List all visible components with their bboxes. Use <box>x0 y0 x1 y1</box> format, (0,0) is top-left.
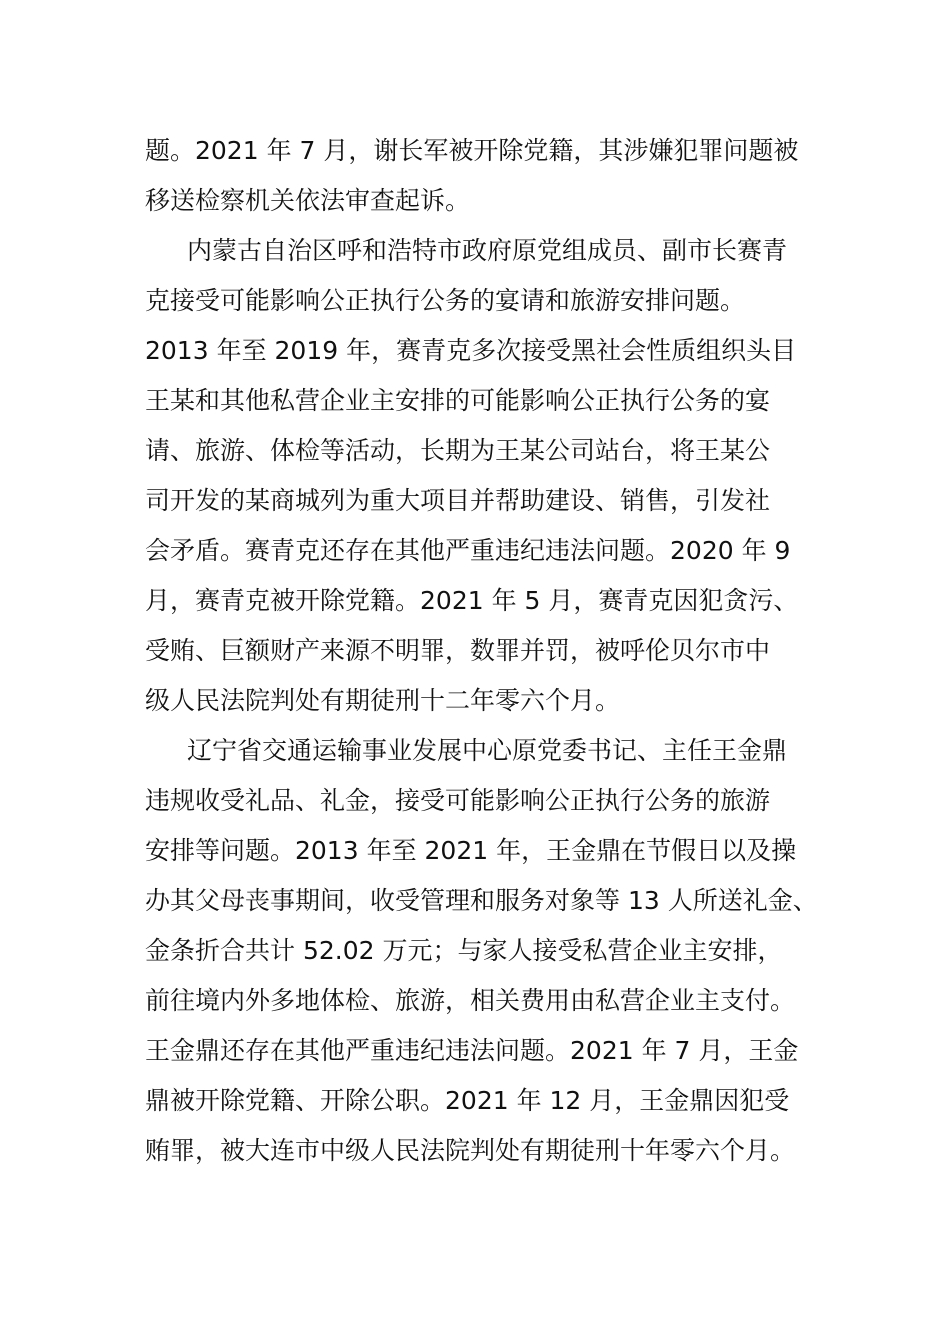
text-line: 鼎被开除党籍、开除公职。2021 年 12 月，王金鼎因犯受 <box>145 1086 790 1115</box>
text-line: 办其父母丧事期间，收受管理和服务对象等 13 人所送礼金、 <box>145 886 818 915</box>
text-line: 级人民法院判处有期徒刑十二年零六个月。 <box>145 686 621 715</box>
paragraph-saiqingke <box>145 226 835 726</box>
text-line: 2013 年至 2019 年，赛青克多次接受黑社会性质组织头目 <box>145 336 797 365</box>
text-line: 内蒙古自治区呼和浩特市政府原党组成员、副市长赛青 <box>187 236 788 265</box>
text-line: 受贿、巨额财产来源不明罪，数罪并罚，被呼伦贝尔市中 <box>145 636 771 665</box>
text-line: 月，赛青克被开除党籍。2021 年 5 月，赛青克因犯贪污、 <box>145 586 799 615</box>
text-line: 王某和其他私营企业主安排的可能影响公正执行公务的宴 <box>145 386 771 415</box>
text-line: 会矛盾。赛青克还存在其他严重违纪违法问题。2020 年 9 <box>145 536 791 565</box>
text-line: 安排等问题。2013 年至 2021 年，王金鼎在节假日以及操 <box>145 836 797 865</box>
text-line: 请、旅游、体检等活动，长期为王某公司站台，将王某公 <box>145 436 771 465</box>
text-line: 移送检察机关依法审查起诉。 <box>145 186 471 215</box>
text-line: 王金鼎还存在其他严重违纪违法问题。2021 年 7 月，王金 <box>145 1036 799 1065</box>
paragraph-wangjinding <box>145 726 835 1176</box>
text-line: 辽宁省交通运输事业发展中心原党委书记、主任王金鼎 <box>187 736 788 765</box>
document-body <box>145 126 835 1176</box>
text-line: 金条折合共计 52.02 万元；与家人接受私营企业主安排， <box>145 936 783 965</box>
text-line: 贿罪，被大连市中级人民法院判处有期徒刑十年零六个月。 <box>145 1136 796 1165</box>
text-line: 违规收受礼品、礼金，接受可能影响公正执行公务的旅游 <box>145 786 771 815</box>
text-line: 司开发的某商城列为重大项目并帮助建设、销售，引发社 <box>145 486 771 515</box>
text-line: 前往境内外多地体检、旅游，相关费用由私营企业主支付。 <box>145 986 796 1015</box>
paragraph-continuation <box>145 126 835 226</box>
text-line: 克接受可能影响公正执行公务的宴请和旅游安排问题。 <box>145 286 746 315</box>
text-line: 题。2021 年 7 月，谢长军被开除党籍，其涉嫌犯罪问题被 <box>145 136 799 165</box>
